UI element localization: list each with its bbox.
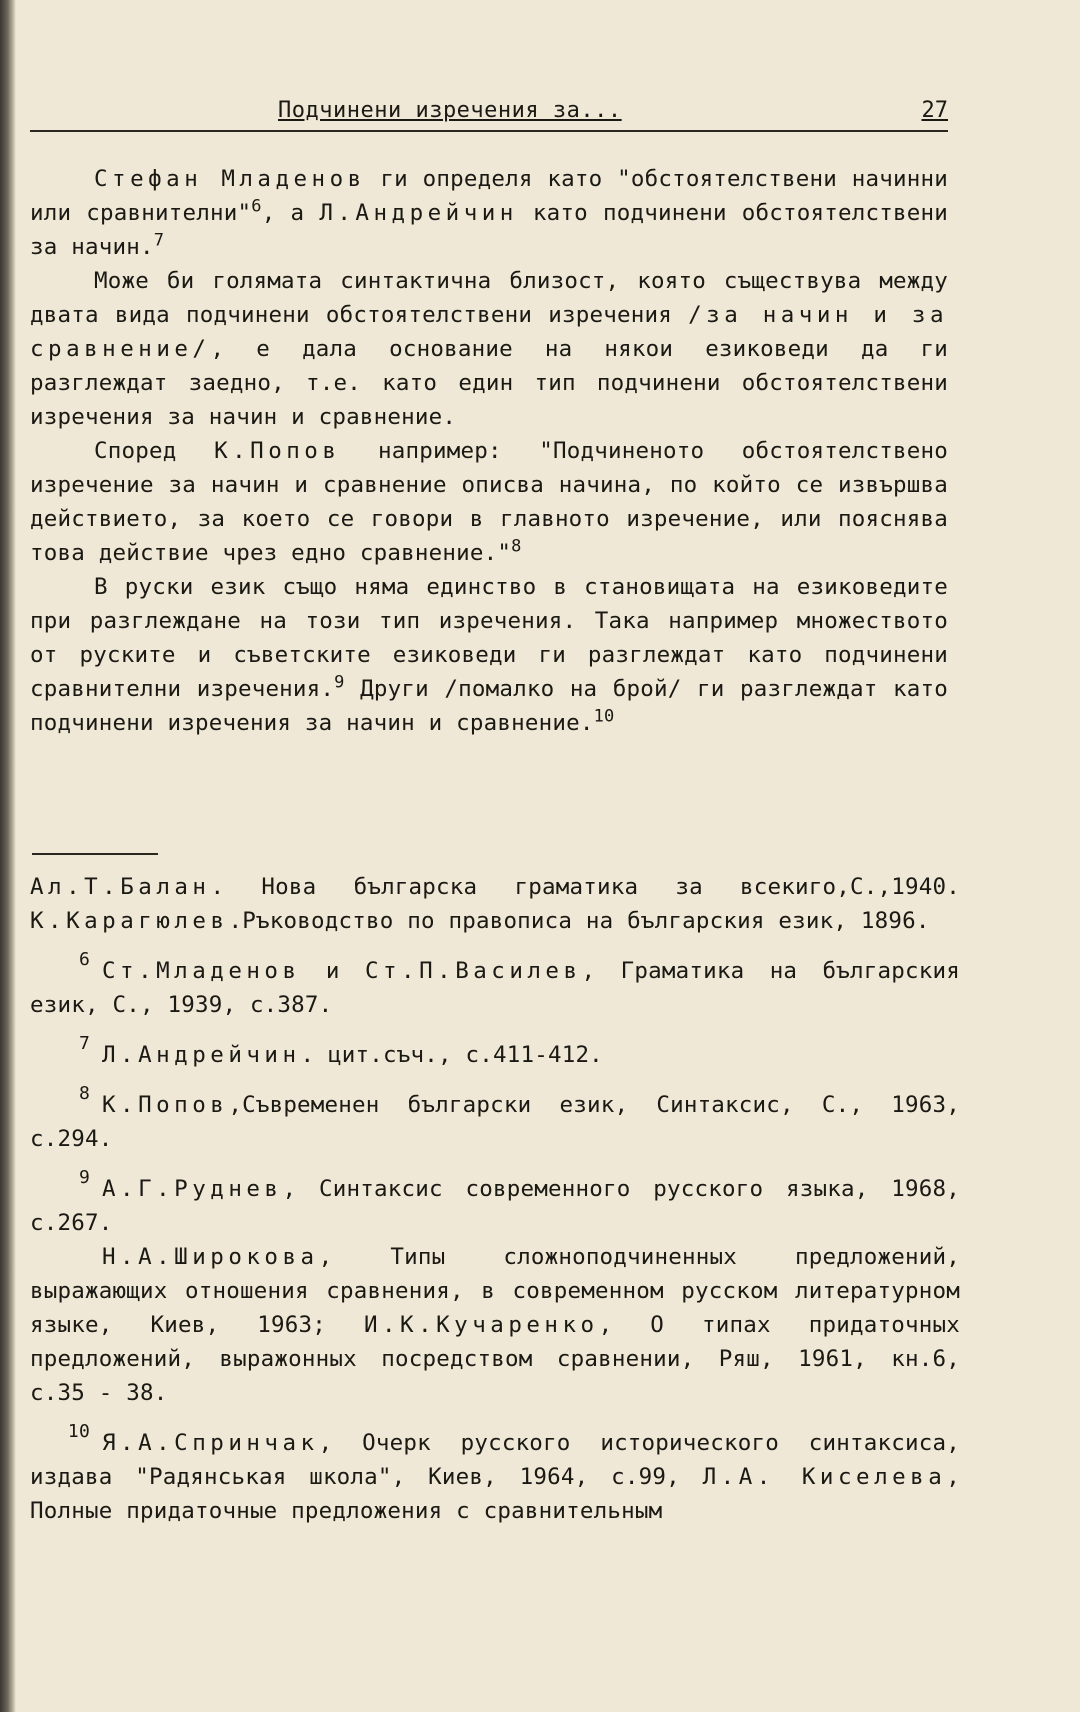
footnote-separator	[32, 853, 158, 855]
footnote-9: 9 А.Г.Руднев, Синтаксис современного русского языка, 1968, с.267.	[30, 1167, 960, 1236]
text-run: Може би голямата синтактична близост, която съществува между двата вида подчинени обстоятелствени изречения	[30, 268, 948, 328]
footnote-ref-9: 9	[334, 672, 345, 693]
text-run: например: "Подчиненото обстоятелствено изречение за начин и сравнение описва начина, по който се извършва действието, за което се говори в главното изречение, или пояснява това действие чрез едно сравнение."	[30, 438, 948, 566]
running-header-title: Подчинени изречения за...	[278, 98, 622, 123]
paragraph-4	[30, 570, 948, 740]
text-run: В руски език също няма единство в становищата на езиковедите при разглеждане на този тип изречения. Така например множеството от руските и съветските езиковеди ги разглеждат като подчинени сравнителни изречения.	[30, 574, 948, 702]
footnote-ref-6: 6	[251, 196, 262, 217]
footnote-7: 7 Л.Андрейчин. цит.съч., с.411-412.	[78, 1033, 603, 1068]
footnote-ref-8: 8	[511, 536, 522, 557]
text-run: .Ръководство по правописа на българския език, 1896.	[228, 908, 930, 934]
footnote-8: 8 К.Попов,Съвременен български език, Синтаксис, С., 1963, с.294.	[30, 1083, 960, 1152]
text-run: ги определя като "обстоятелствени начинни или сравнителни"	[30, 166, 948, 226]
main-text	[30, 162, 948, 740]
text-run: , а	[261, 200, 320, 226]
text-run: , Граматика на българския език, С., 1939, с.387.	[30, 958, 960, 1018]
text-run: , Полные придаточные предложения с сравнительным	[30, 1464, 960, 1524]
author-name: Л.Андрейчин	[102, 1042, 301, 1068]
author-name: Ст.П.Василев	[364, 958, 582, 984]
text-run: , Синтаксис современного русского языка, 1968, с.267.	[30, 1176, 960, 1236]
text-run: , О типах придаточных предложений, выражонных посредством сравнении, Ряш, 1961, кн.6, с.35 - 38.	[30, 1312, 960, 1406]
footnote-ref-7: 7	[153, 230, 165, 251]
text-run: , Очерк русского исторического синтаксиса, издава "Радянськая школа", Киев, 1964, с.99,	[30, 1430, 960, 1490]
paragraph-1	[30, 162, 948, 264]
paragraph-3	[30, 434, 948, 570]
author-name: Ал.Т.Балан	[30, 874, 211, 900]
footnotes	[30, 870, 960, 1528]
footnote-6: 6 Ст.Младенов и Ст.П.Василев, Граматика на българския език, С., 1939, с.387.	[30, 949, 960, 1018]
text-run: Други /помалко на брой/ ги разглеждат като подчинени изречения за начин и сравнение.	[30, 676, 948, 736]
author-name: Стефан Младенов	[94, 166, 366, 192]
author-name: К.Попов	[214, 438, 341, 464]
author-name: Н.А.Широкова	[102, 1244, 319, 1270]
footnote-9-continued	[30, 1240, 960, 1410]
paragraph-2	[30, 264, 948, 434]
author-name: Л.Андрейчин	[319, 200, 518, 226]
spaced-phrase: /за начин и за сравнение/	[30, 302, 948, 362]
text-run: , Типы сложноподчиненных предложений, выражающих отношения сравнения, в современном русском литературном языке, Киев, 1963;	[30, 1244, 960, 1338]
footnote-10: 10 Я.А.Спринчак, Очерк русского исторического синтаксиса, издава "Радянськая школа", Киев, 1964, с.99, Л.А. Киселева, Полные придаточные предложения с сравнительным	[30, 1421, 960, 1524]
text-run: , е дала основание на някои езиковеди да ги разглеждат заедно, т.е. като един тип подчинени обстоятелствени изречения за начин и сравнение.	[30, 336, 948, 430]
text-run: . Нова българска граматика за всекиго,С.,1940.	[210, 874, 960, 900]
author-name: А.Г.Руднев	[102, 1176, 283, 1202]
footnote-ref-10: 10	[593, 706, 615, 727]
author-name: Ст.Младенов	[102, 958, 301, 984]
text-run: и	[300, 958, 365, 984]
author-name: Я.А.Спринчак	[102, 1430, 319, 1456]
author-name: К.Карагюлев	[30, 908, 229, 934]
text-run: като подчинени обстоятелствени за начин.	[30, 200, 948, 260]
page-number: 27	[921, 98, 948, 123]
author-name: И.К.Кучаренко	[363, 1312, 599, 1338]
author-name: К.Попов	[102, 1092, 229, 1118]
footnote-unnumbered	[30, 870, 960, 938]
running-header	[30, 96, 948, 132]
text-run: Според	[94, 438, 215, 464]
text-run: ,Съвременен български език, Синтаксис, С., 1963, с.294.	[30, 1092, 960, 1152]
author-name: Л.А. Киселева	[702, 1464, 947, 1490]
text-run: . цит.съч., с.411-412.	[300, 1042, 603, 1068]
